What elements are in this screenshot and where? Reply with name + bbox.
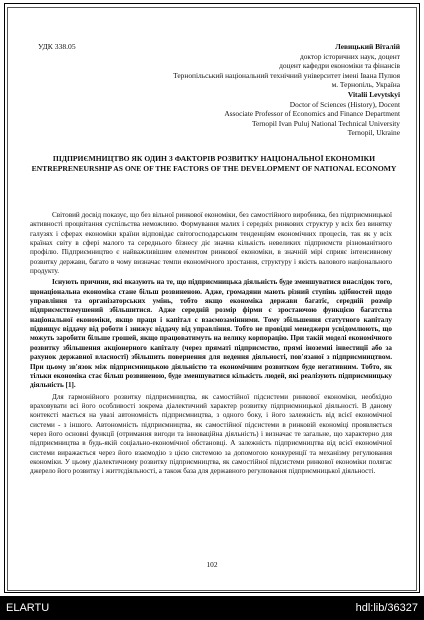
paragraph-2: Існують причини, які вказують на те, що підприємницька діяльність буде зменшуватися внаслідок того, щонаціональна економіка стане більш розвиненою. Адже, громадяни мають різний ступінь здібностей щодо управління та організаторських умінь, тобто якщо економіка держави багатіє, середній розмір підприємствзмушений збільшитися. Адже середній розмір фірми є зростаючою функцією багатства національної економіки, якщо праця і капітал є взаємозамінними. Тому збільшення статутного капіталу підвищує віддачу від роботи і знижує віддачу від управління. Тобто не провідні менеджери усвідомлюють, що можуть заробити більше грошей, якщо працюватимуть на велику корпорацію. При такій моделі економічного розвитку збільшення акціонерного капіталу (через пряматі підприємство, прямі іноземні інвестиції або за рахунок державної власності) збільшить повернення для ведення діяльності, пов'язаної з підприємництвом. При цьому зв'язок між підприємницькою діяльністю та економічним розвитком буде негативним. Тобто, як тільки економіка стає більш розвиненою, буде зменшуватися кількість людей, які реалізують підприємницьку діяльність [1]. <box>30 278 392 390</box>
author-city-en: Ternopil, Ukraine <box>347 128 400 138</box>
author-university-ua: Тернопільський національний технічний університет імені Івана Пулюя <box>173 70 400 80</box>
udk-code: УДК 338.05 <box>38 42 76 51</box>
paragraph-3: Для гармонійного розвитку підприємництва, як самостійної підсистеми ринкової економіки, необхідно враховувати всі його особливості зокрема діалектичний характер розвитку підприємницької діяльності. В даному контексті мається на увазі автономність підприємництва, з одного боку, і його залежність від всієї економічної системи - з іншого. Автономність підприємництва, як самостійної підсистеми в ринковій економіці проявляється через його основні функції (отримання вигоди та інноваційна діяльність) і визначає те загальне, що характерно для підприємництва в будь-якій соціально-економічної обстановці. А залежність підприємництва від всієї економічної системи виражається через його взаємодію з цією системою за допомогою конкуренції та механізму регулювання економіки. У цьому діалектичному розвитку підприємництва, як самостійної підсистеми ринкової економіки полягає джерело його розвитку і життєдіяльності, а також база для державного регулювання підприємницької діяльності. <box>30 392 392 476</box>
author-position-en: Associate Professor of Economics and Finance Department <box>224 109 400 119</box>
page-number: 102 <box>206 560 218 569</box>
handle-identifier: hdl:lib/36327 <box>355 602 418 614</box>
paragraph-1: Світовий досвід показує, що без вільної ринкової економіки, без самостійного виробника, без підприємницької активності процвітання суспільства неможливо. Формування малих і середніх ринкових структур у всіх без винятку галузях і сферах економіки країни відповідає світогосподарським тенденціям економічних процесів, так як у всіх країнах світу в сфері малого та середнього бізнесу діє значна кількість невеликих підприємств різноманітного профілю. Підприємництво є найважливішим елементом ринкової економіки, в значній мірі сприяє інтенсивному розвитку держави, багато в чому визначає темпи економічного зростання, структуру і якість валового національного продукту. <box>30 211 392 276</box>
author-block <box>80 42 400 138</box>
article-body <box>30 211 392 479</box>
repository-footer-bar <box>0 596 424 620</box>
title-en: ENTREPRENEURSHIP AS ONE OF THE FACTORS OF THE DEVELOPMENT OF NATIONAL ECONOMY <box>31 163 397 173</box>
author-name-en: Vitalii Levytskyi <box>347 89 400 99</box>
author-degree-en: Doctor of Sciences (History), Docent <box>289 99 400 109</box>
repository-name: ELARTU <box>6 602 50 614</box>
title-ua: ПІДПРИЄМНИЦТВО ЯК ОДИН З ФАКТОРІВ РОЗВИТКУ НАЦІОНАЛЬНОЇ ЕКОНОМІКИ <box>52 154 376 163</box>
author-degree-ua: доктор історичних наук, доцент <box>299 51 400 61</box>
article-titles <box>30 154 398 174</box>
author-name-ua: Левицький Віталій <box>335 42 400 51</box>
author-city-ua: м. Тернопіль, Україна <box>331 80 400 90</box>
author-position-ua: доцент кафедри економіки та фінансів <box>279 61 400 71</box>
author-university-en: Ternopil Ivan Puluj National Technical University <box>251 118 400 128</box>
